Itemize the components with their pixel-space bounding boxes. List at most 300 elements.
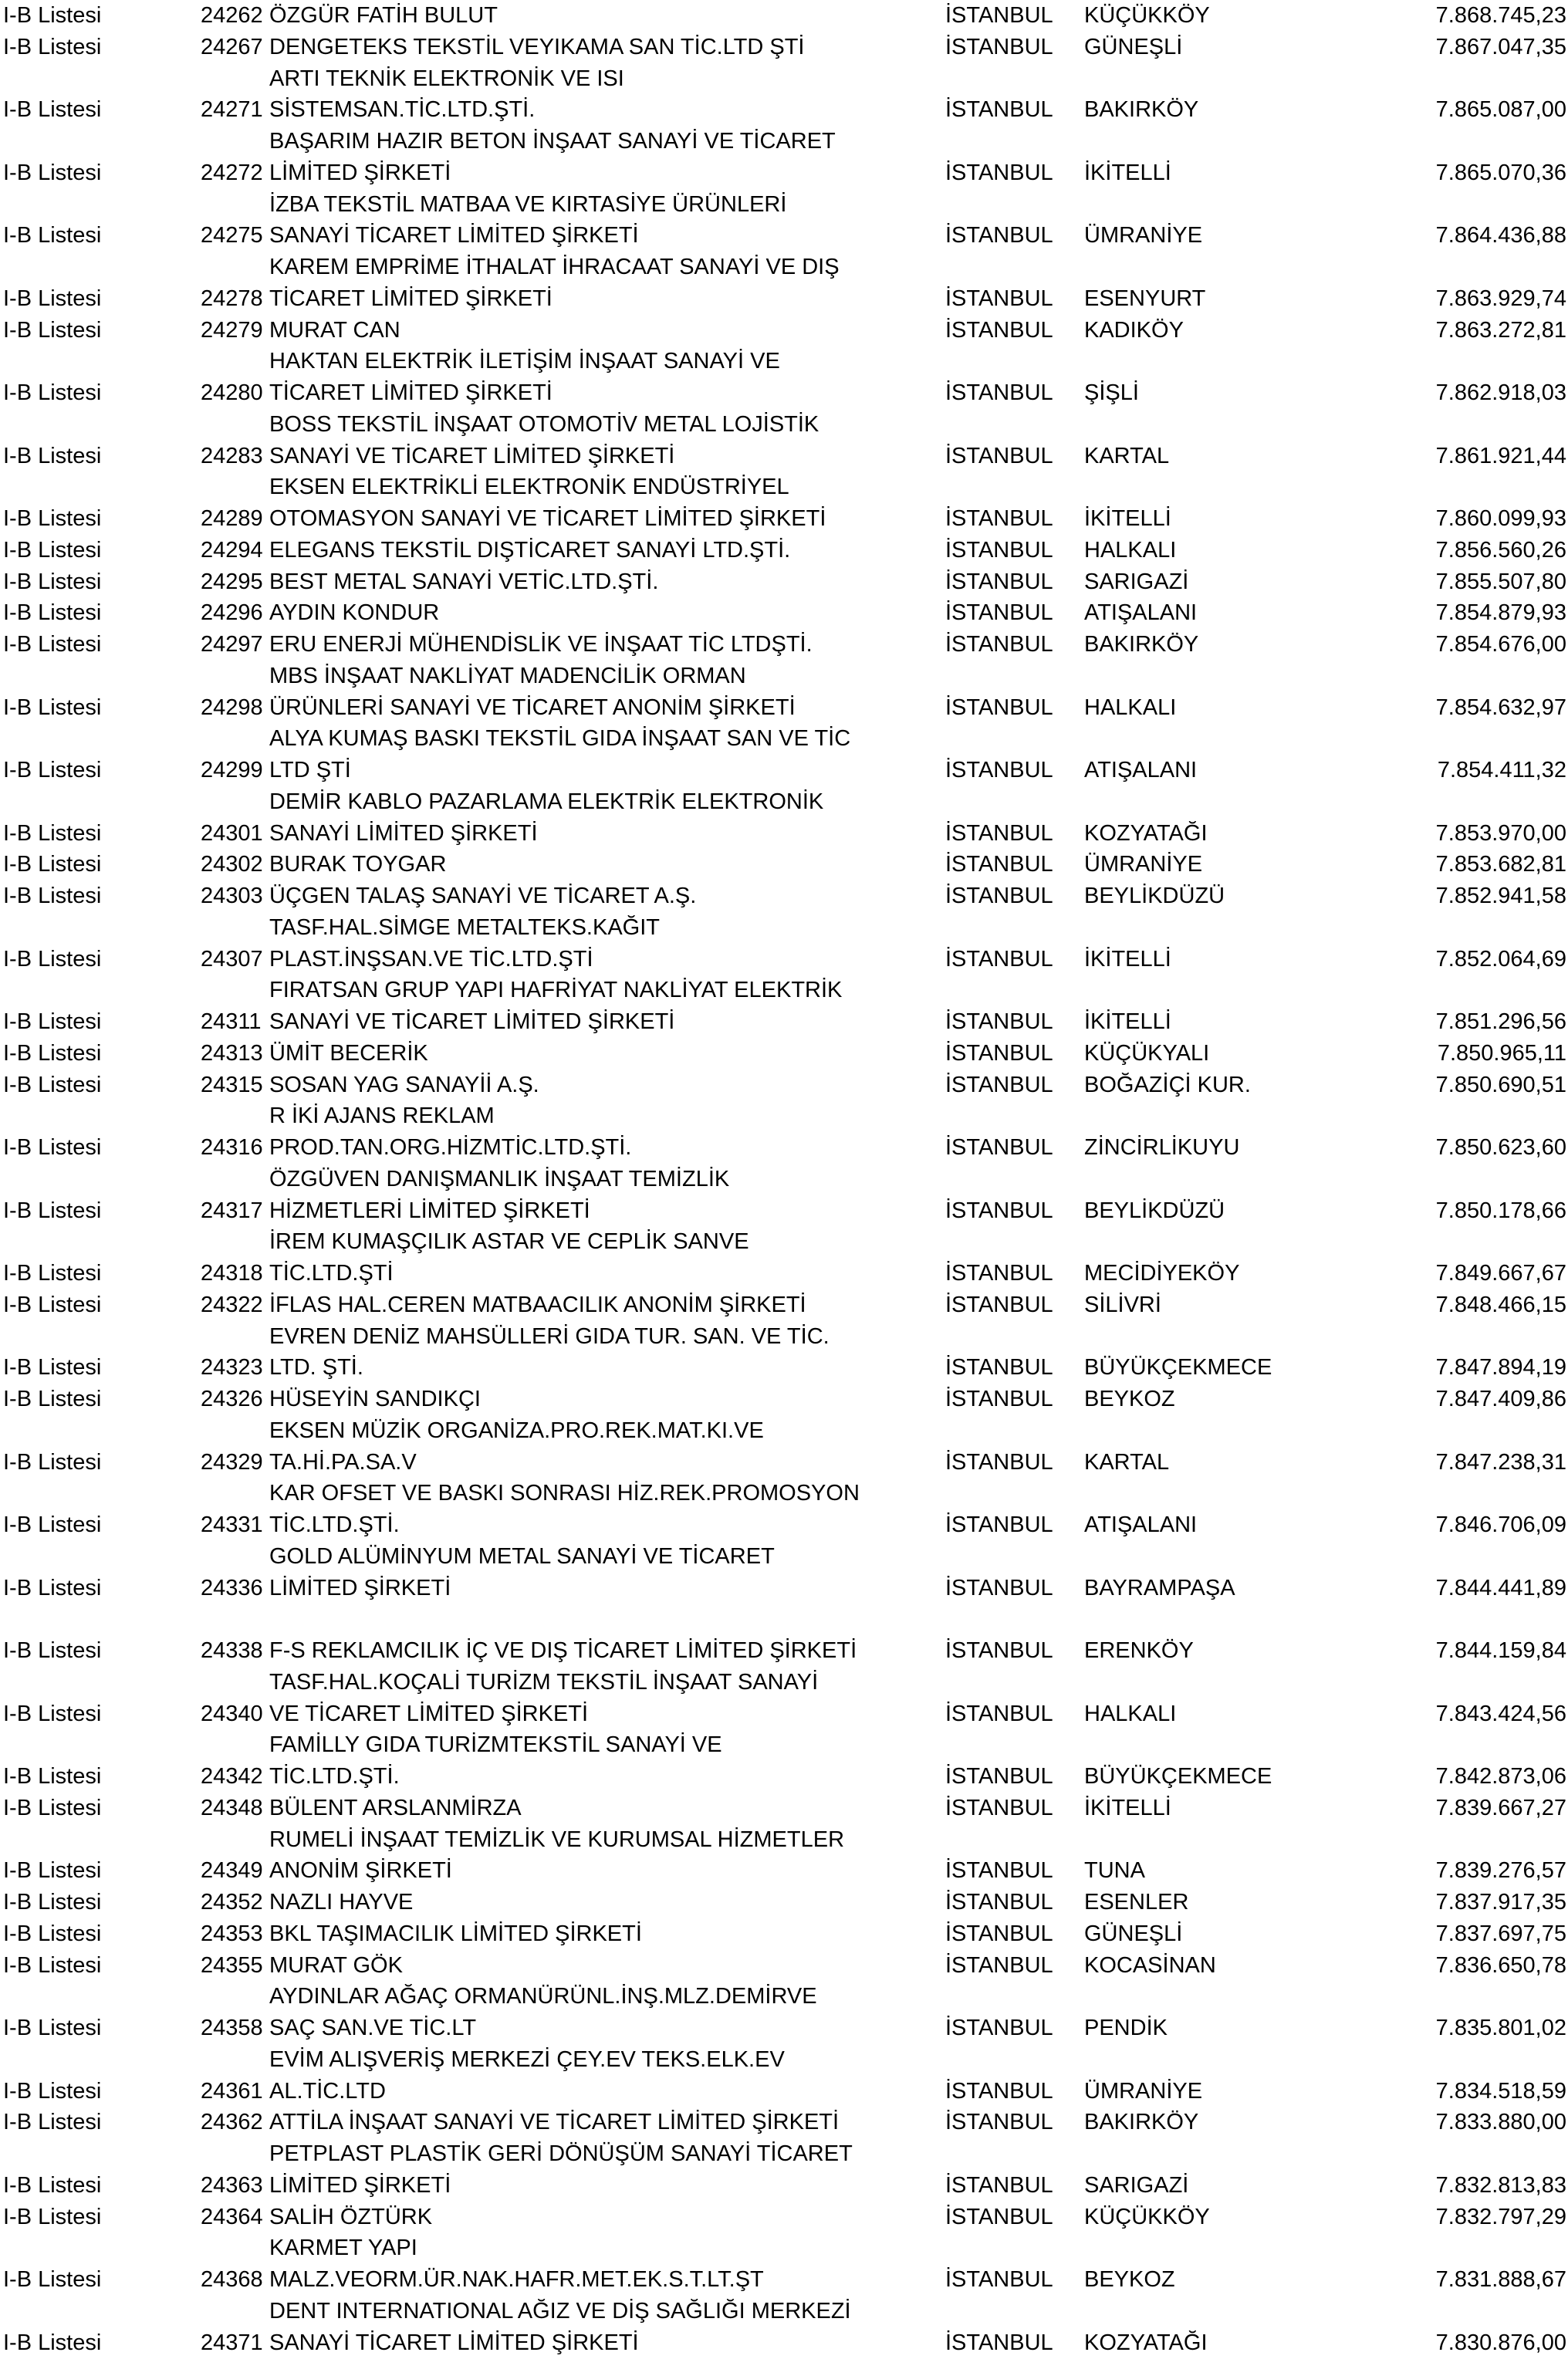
table-row (0, 1698, 1568, 1730)
table-row (0, 503, 1568, 535)
city-cell: İSTANBUL (945, 632, 1053, 657)
city-cell: İSTANBUL (945, 223, 1053, 248)
company-name-line1: FIRATSAN GRUP YAPI HAFRİYAT NAKLİYAT ELEKTRİK (269, 978, 843, 1003)
table-row (0, 1195, 1568, 1227)
rank-number-cell: 24301 (201, 820, 263, 846)
city-cell: İSTANBUL (945, 1795, 1053, 1820)
company-name-cell: TİC.LTD.ŞTİ. (269, 1512, 400, 1537)
district-cell: KARTAL (1084, 1449, 1170, 1475)
company-name-line1: EKSEN MÜZİK ORGANİZA.PRO.REK.MAT.KI.VE (269, 1418, 764, 1443)
city-cell: İSTANBUL (945, 443, 1053, 468)
district-cell: BÜYÜKÇEKMECE (1084, 1355, 1272, 1381)
list-type-cell: I-B Listesi (3, 2267, 102, 2292)
table-row-continuation (0, 2044, 1568, 2076)
company-name-line1: ÖZGÜVEN DANIŞMANLIK İNŞAAT TEMİZLİK (269, 1166, 730, 1191)
table-row-continuation (0, 189, 1568, 221)
rank-number-cell: 24355 (201, 1952, 263, 1978)
table-row (0, 1793, 1568, 1824)
rank-number-cell: 24303 (201, 884, 263, 908)
amount-cell: 7.844.441,89 (1435, 1575, 1566, 1600)
amount-cell: 7.832.797,29 (1435, 2204, 1566, 2229)
company-name-cell: SANAYİ TİCARET LİMİTED ŞİRKETİ (269, 223, 639, 248)
amount-cell: 7.831.888,67 (1435, 2267, 1566, 2292)
table-row-continuation (0, 1415, 1568, 1447)
table-row-continuation (0, 912, 1568, 944)
city-cell: İSTANBUL (945, 1952, 1053, 1978)
amount-cell: 7.847.238,31 (1435, 1449, 1566, 1475)
table-row-continuation (0, 661, 1568, 692)
list-type-cell: I-B Listesi (3, 1292, 102, 1317)
amount-cell: 7.835.801,02 (1435, 2016, 1566, 2040)
rank-number-cell: 24353 (201, 1921, 263, 1946)
amount-cell: 7.868.745,23 (1435, 3, 1566, 28)
list-type-cell: I-B Listesi (3, 2078, 102, 2104)
table-row (0, 692, 1568, 724)
list-type-cell: I-B Listesi (3, 443, 102, 468)
district-cell: ATIŞALANI (1084, 600, 1198, 626)
district-cell: BÜYÜKÇEKMECE (1084, 1764, 1272, 1789)
table-row (0, 597, 1568, 629)
district-cell: SARIGAZİ (1084, 2172, 1189, 2198)
amount-cell: 7.850.965,11 (1437, 1040, 1566, 1066)
rank-number-cell: 24272 (201, 160, 263, 185)
district-cell: KOZYATAĞI (1084, 2330, 1208, 2355)
table-row (0, 566, 1568, 598)
list-type-cell: I-B Listesi (3, 380, 102, 405)
list-type-cell: I-B Listesi (3, 2330, 102, 2355)
rank-number-cell: 24283 (201, 443, 263, 468)
company-name-line1: ALYA KUMAŞ BASKI TEKSTİL GIDA İNŞAAT SAN VE TİC (269, 726, 851, 752)
city-cell: İSTANBUL (945, 3, 1053, 28)
city-cell: İSTANBUL (945, 2078, 1053, 2104)
table-row (0, 157, 1568, 189)
list-type-cell: I-B Listesi (3, 569, 102, 594)
city-cell: İSTANBUL (945, 1575, 1053, 1600)
company-name-cell: ELEGANS TEKSTİL DIŞTİCARET SANAYİ LTD.ŞTİ. (269, 537, 791, 563)
district-cell: BEYKOZ (1084, 2267, 1175, 2292)
table-row (0, 1258, 1568, 1289)
company-name-cell: LTD. ŞTİ. (269, 1355, 363, 1381)
district-cell: KADIKÖY (1084, 317, 1184, 343)
table-row-continuation (0, 1824, 1568, 1856)
district-cell: SİLİVRİ (1084, 1292, 1161, 1317)
rank-number-cell: 24318 (201, 1261, 263, 1286)
amount-cell: 7.848.466,15 (1435, 1292, 1566, 1317)
table-row-continuation (0, 409, 1568, 441)
table-row-continuation (0, 1478, 1568, 1509)
list-type-cell: I-B Listesi (3, 1575, 102, 1600)
district-cell: KÜÇÜKKÖY (1084, 3, 1210, 28)
company-name-line1: TASF.HAL.KOÇALİ TURİZM TEKSTİL İNŞAAT SANAYİ (269, 1669, 819, 1695)
amount-cell: 7.862.918,03 (1435, 380, 1566, 405)
company-name-cell: SANAYİ LİMİTED ŞİRKETİ (269, 820, 538, 846)
amount-cell: 7.844.159,84 (1435, 1638, 1566, 1663)
rank-number-cell: 24297 (201, 632, 263, 657)
city-cell: İSTANBUL (945, 286, 1053, 311)
table-row (0, 2107, 1568, 2138)
table-row (0, 944, 1568, 975)
company-name-line1: EVİM ALIŞVERİŞ MERKEZİ ÇEY.EV TEKS.ELK.EV (269, 2046, 785, 2072)
table-row (0, 1635, 1568, 1667)
table-row (0, 441, 1568, 472)
rank-number-cell: 24294 (201, 537, 263, 563)
list-type-cell: I-B Listesi (3, 506, 102, 531)
list-type-cell: I-B Listesi (3, 1198, 102, 1223)
amount-cell: 7.834.518,59 (1435, 2078, 1566, 2104)
table-row (0, 377, 1568, 409)
city-cell: İSTANBUL (945, 695, 1053, 720)
amount-cell: 7.830.876,00 (1435, 2330, 1566, 2355)
district-cell: KÜÇÜKKÖY (1084, 2204, 1210, 2229)
company-name-cell: MURAT CAN (269, 317, 400, 343)
company-name-cell: TİCARET LİMİTED ŞİRKETİ (269, 380, 553, 405)
district-cell: BAKIRKÖY (1084, 2110, 1199, 2135)
table-row (0, 1447, 1568, 1479)
city-cell: İSTANBUL (945, 2204, 1053, 2229)
rank-number-cell: 24271 (201, 97, 263, 123)
amount-cell: 7.851.296,56 (1435, 1009, 1566, 1034)
amount-cell: 7.843.424,56 (1435, 1701, 1566, 1726)
company-name-line1: GOLD ALÜMİNYUM METAL SANAYİ VE TİCARET (269, 1543, 775, 1569)
amount-cell: 7.854.879,93 (1435, 600, 1566, 626)
list-type-cell: I-B Listesi (3, 2016, 102, 2040)
table-row (0, 1918, 1568, 1950)
table-row (0, 32, 1568, 63)
table-row-continuation (0, 1321, 1568, 1353)
company-name-line1: KAR OFSET VE BASKI SONRASI HİZ.REK.PROMOSYON (269, 1481, 860, 1506)
company-name-line1: PETPLAST PLASTİK GERİ DÖNÜŞÜM SANAYİ TİCARET (269, 2141, 853, 2166)
list-type-cell: I-B Listesi (3, 1449, 102, 1475)
rank-number-cell: 24362 (201, 2110, 263, 2135)
rank-number-cell: 24302 (201, 852, 263, 877)
amount-cell: 7.850.623,60 (1435, 1135, 1566, 1160)
rank-number-cell: 24336 (201, 1575, 263, 1600)
rank-number-cell: 24323 (201, 1355, 263, 1381)
city-cell: İSTANBUL (945, 1072, 1053, 1097)
company-name-line1: EVREN DENİZ MAHSÜLLERİ GIDA TUR. SAN. VE TİC. (269, 1323, 830, 1349)
district-cell: KARTAL (1084, 443, 1170, 468)
amount-cell: 7.863.272,81 (1435, 317, 1566, 343)
rank-number-cell: 24352 (201, 1890, 263, 1915)
table-row (0, 1006, 1568, 1038)
company-name-cell: PROD.TAN.ORG.HİZMTİC.LTD.ŞTİ. (269, 1135, 632, 1160)
amount-cell: 7.855.507,80 (1435, 569, 1566, 594)
list-type-cell: I-B Listesi (3, 1040, 102, 1066)
list-type-cell: I-B Listesi (3, 884, 102, 908)
company-name-cell: SANAYİ VE TİCARET LİMİTED ŞİRKETİ (269, 443, 675, 468)
rank-number-cell: 24371 (201, 2330, 263, 2355)
city-cell: İSTANBUL (945, 2172, 1053, 2198)
city-cell: İSTANBUL (945, 2267, 1053, 2292)
company-name-cell: SOSAN YAG SANAYİİ A.Ş. (269, 1072, 539, 1097)
table-row (0, 2202, 1568, 2233)
rank-number-cell: 24311 (201, 1009, 262, 1034)
amount-cell: 7.854.676,00 (1435, 632, 1566, 657)
company-name-cell: AYDIN KONDUR (269, 600, 440, 626)
company-name-cell: SAÇ SAN.VE TİC.LT (269, 2016, 477, 2040)
city-cell: İSTANBUL (945, 1261, 1053, 1286)
rank-number-cell: 24316 (201, 1135, 263, 1160)
district-cell: GÜNEŞLİ (1084, 34, 1183, 59)
blank-row (0, 1604, 1568, 1635)
rank-number-cell: 24326 (201, 1387, 263, 1411)
table-row (0, 1573, 1568, 1604)
company-name-line1: TASF.HAL.SİMGE METALTEKS.KAĞIT (269, 914, 660, 940)
list-type-cell: I-B Listesi (3, 852, 102, 877)
rank-number-cell: 24364 (201, 2204, 263, 2229)
district-cell: ŞİŞLİ (1084, 380, 1139, 405)
rank-number-cell: 24275 (201, 223, 263, 248)
company-name-cell: İFLAS HAL.CEREN MATBAACILIK ANONİM ŞİRKETİ (269, 1292, 806, 1317)
amount-cell: 7.839.276,57 (1435, 1858, 1566, 1884)
table-row (0, 1509, 1568, 1541)
company-name-cell: LİMİTED ŞİRKETİ (269, 160, 451, 185)
city-cell: İSTANBUL (945, 758, 1053, 782)
city-cell: İSTANBUL (945, 1135, 1053, 1160)
city-cell: İSTANBUL (945, 1890, 1053, 1915)
city-cell: İSTANBUL (945, 1921, 1053, 1946)
list-type-cell: I-B Listesi (3, 1921, 102, 1946)
city-cell: İSTANBUL (945, 2110, 1053, 2135)
table-row-continuation (0, 126, 1568, 157)
table-row (0, 283, 1568, 315)
table-row-continuation (0, 471, 1568, 503)
amount-cell: 7.853.970,00 (1435, 820, 1566, 846)
company-name-line1: R İKİ AJANS REKLAM (269, 1103, 495, 1129)
city-cell: İSTANBUL (945, 1387, 1053, 1411)
city-cell: İSTANBUL (945, 1449, 1053, 1475)
list-type-cell: I-B Listesi (3, 1890, 102, 1915)
company-name-cell: TİCARET LİMİTED ŞİRKETİ (269, 286, 553, 311)
amount-cell: 7.847.894,19 (1435, 1355, 1566, 1381)
rank-number-cell: 24331 (201, 1512, 263, 1537)
city-cell: İSTANBUL (945, 34, 1053, 59)
amount-cell: 7.842.873,06 (1435, 1764, 1566, 1789)
table-row (0, 2076, 1568, 2107)
district-cell: ATIŞALANI (1084, 758, 1198, 782)
rank-number-cell: 24313 (201, 1040, 263, 1066)
company-name-cell: SALİH ÖZTÜRK (269, 2204, 433, 2229)
table-row (0, 880, 1568, 912)
company-name-cell: BEST METAL SANAYİ VETİC.LTD.ŞTİ. (269, 569, 659, 594)
city-cell: İSTANBUL (945, 1858, 1053, 1884)
table-row (0, 220, 1568, 252)
company-name-cell: HİZMETLERİ LİMİTED ŞİRKETİ (269, 1198, 590, 1223)
table-row (0, 94, 1568, 126)
table-row-continuation (0, 1667, 1568, 1698)
amount-cell: 7.865.070,36 (1435, 160, 1566, 185)
district-cell: SARIGAZİ (1084, 569, 1189, 594)
table-row (0, 0, 1568, 32)
list-type-cell: I-B Listesi (3, 820, 102, 846)
city-cell: İSTANBUL (945, 2330, 1053, 2355)
rank-number-cell: 24307 (201, 946, 263, 972)
amount-cell: 7.850.178,66 (1435, 1198, 1566, 1223)
table-row (0, 535, 1568, 566)
list-type-cell: I-B Listesi (3, 286, 102, 311)
amount-cell: 7.833.880,00 (1435, 2110, 1566, 2135)
company-name-cell: BKL TAŞIMACILIK LİMİTED ŞİRKETİ (269, 1921, 642, 1946)
rank-number-cell: 24348 (201, 1795, 263, 1820)
list-type-cell: I-B Listesi (3, 1701, 102, 1726)
list-type-cell: I-B Listesi (3, 160, 102, 185)
company-name-cell: BÜLENT ARSLANMİRZA (269, 1795, 522, 1820)
rank-number-cell: 24289 (201, 506, 263, 531)
table-row-continuation (0, 1164, 1568, 1195)
table-row (0, 755, 1568, 786)
company-name-cell: NAZLI HAYVE (269, 1890, 414, 1915)
company-name-cell: ERU ENERJİ MÜHENDİSLİK VE İNŞAAT TİC LTDŞTİ. (269, 632, 813, 657)
amount-cell: 7.852.941,58 (1435, 884, 1566, 908)
district-cell: MECİDİYEKÖY (1084, 1261, 1240, 1286)
company-name-cell: SANAYİ VE TİCARET LİMİTED ŞİRKETİ (269, 1009, 675, 1034)
district-cell: BEYKOZ (1084, 1387, 1175, 1411)
rank-number-cell: 24349 (201, 1858, 263, 1884)
company-name-cell: LİMİTED ŞİRKETİ (269, 1575, 451, 1600)
rank-number-cell: 24278 (201, 286, 263, 311)
city-cell: İSTANBUL (945, 852, 1053, 877)
table-row-continuation (0, 786, 1568, 818)
district-cell: HALKALI (1084, 537, 1177, 563)
company-name-cell: PLAST.İNŞSAN.VE TİC.LTD.ŞTİ (269, 946, 593, 972)
table-row (0, 1132, 1568, 1164)
amount-cell: 7.865.087,00 (1435, 97, 1566, 123)
amount-cell: 7.837.697,75 (1435, 1921, 1566, 1946)
company-name-cell: HÜSEYİN SANDIKÇI (269, 1387, 481, 1411)
city-cell: İSTANBUL (945, 884, 1053, 908)
district-cell: BEYLİKDÜZÜ (1084, 1198, 1225, 1223)
table-row (0, 1038, 1568, 1070)
district-cell: BEYLİKDÜZÜ (1084, 884, 1225, 908)
amount-cell: 7.860.099,93 (1435, 506, 1566, 531)
table-row-continuation (0, 1541, 1568, 1573)
list-type-cell: I-B Listesi (3, 1764, 102, 1789)
district-cell: İKİTELLİ (1084, 946, 1171, 972)
rank-number-cell: 24361 (201, 2078, 263, 2104)
amount-cell: 7.861.921,44 (1435, 443, 1566, 468)
table-row (0, 818, 1568, 850)
city-cell: İSTANBUL (945, 1764, 1053, 1789)
company-name-line1: RUMELİ İNŞAAT TEMİZLİK VE KURUMSAL HİZMETLER (269, 1827, 845, 1852)
company-name-cell: LTD ŞTİ (269, 758, 351, 782)
amount-cell: 7.854.632,97 (1435, 695, 1566, 720)
company-name-line1: KAREM EMPRİME İTHALAT İHRACAAT SANAYİ VE DIŞ (269, 255, 840, 279)
table-row-continuation (0, 1981, 1568, 2013)
table-row (0, 2013, 1568, 2044)
company-name-cell: SİSTEMSAN.TİC.LTD.ŞTİ. (269, 97, 536, 123)
city-cell: İSTANBUL (945, 537, 1053, 563)
company-name-cell: OTOMASYON SANAYİ VE TİCARET LİMİTED ŞİRKETİ (269, 506, 826, 531)
list-type-cell: I-B Listesi (3, 632, 102, 657)
company-name-line1: FAMİLLY GIDA TURİZMTEKSTİL SANAYİ VE (269, 1732, 722, 1758)
rank-number-cell: 24363 (201, 2172, 263, 2198)
table-row (0, 315, 1568, 346)
company-name-cell: ÜMİT BECERİK (269, 1040, 428, 1066)
company-name-line1: ARTI TEKNİK ELEKTRONİK VE ISI (269, 66, 624, 91)
company-name-cell: TA.Hİ.PA.SA.V (269, 1449, 417, 1475)
city-cell: İSTANBUL (945, 600, 1053, 626)
list-type-cell: I-B Listesi (3, 1261, 102, 1286)
list-type-cell: I-B Listesi (3, 1795, 102, 1820)
company-name-line1: MBS İNŞAAT NAKLİYAT MADENCİLİK ORMAN (269, 663, 746, 688)
city-cell: İSTANBUL (945, 317, 1053, 343)
table-row (0, 1289, 1568, 1321)
amount-cell: 7.836.650,78 (1435, 1952, 1566, 1978)
table-row (0, 1761, 1568, 1793)
table-row-continuation (0, 723, 1568, 755)
district-cell: TUNA (1084, 1858, 1145, 1884)
list-type-cell: I-B Listesi (3, 2204, 102, 2229)
city-cell: İSTANBUL (945, 1512, 1053, 1537)
list-type-cell: I-B Listesi (3, 1355, 102, 1381)
rank-number-cell: 24298 (201, 695, 263, 720)
list-type-cell: I-B Listesi (3, 317, 102, 343)
list-type-cell: I-B Listesi (3, 1135, 102, 1160)
city-cell: İSTANBUL (945, 506, 1053, 531)
city-cell: İSTANBUL (945, 946, 1053, 972)
district-cell: HALKALI (1084, 695, 1177, 720)
amount-cell: 7.852.064,69 (1435, 946, 1566, 972)
district-cell: HALKALI (1084, 1701, 1177, 1726)
rank-number-cell: 24295 (201, 569, 263, 594)
company-name-cell: ÖZGÜR FATİH BULUT (269, 3, 498, 28)
district-cell: ESENYURT (1084, 286, 1206, 311)
district-cell: BOĞAZİÇİ KUR. (1084, 1072, 1251, 1097)
district-cell: İKİTELLİ (1084, 1009, 1171, 1034)
rank-number-cell: 24279 (201, 317, 263, 343)
amount-cell: 7.864.436,88 (1435, 223, 1566, 248)
district-cell: ÜMRANİYE (1084, 223, 1203, 248)
company-name-cell: TİC.LTD.ŞTİ (269, 1261, 394, 1286)
company-name-line1: DEMİR KABLO PAZARLAMA ELEKTRİK ELEKTRONİK (269, 789, 824, 814)
list-type-cell: I-B Listesi (3, 1512, 102, 1537)
list-type-cell: I-B Listesi (3, 34, 102, 59)
rank-number-cell: 24280 (201, 380, 263, 405)
table-row-continuation (0, 252, 1568, 283)
table-row (0, 1855, 1568, 1887)
district-cell: GÜNEŞLİ (1084, 1921, 1183, 1946)
list-type-cell: I-B Listesi (3, 1072, 102, 1097)
list-type-cell: I-B Listesi (3, 2110, 102, 2135)
district-cell: KÜÇÜKYALI (1084, 1040, 1210, 1066)
list-type-cell: I-B Listesi (3, 1387, 102, 1411)
list-type-cell: I-B Listesi (3, 600, 102, 626)
company-name-cell: ÜRÜNLERİ SANAYİ VE TİCARET ANONİM ŞİRKETİ (269, 695, 796, 720)
district-cell: İKİTELLİ (1084, 160, 1171, 185)
table-row-continuation (0, 2232, 1568, 2264)
district-cell: İKİTELLİ (1084, 1795, 1171, 1820)
rank-number-cell: 24322 (201, 1292, 263, 1317)
company-name-line1: BAŞARIM HAZIR BETON İNŞAAT SANAYİ VE TİCARET (269, 129, 836, 154)
table-row-continuation (0, 63, 1568, 95)
district-cell: BAYRAMPAŞA (1084, 1575, 1235, 1600)
district-cell: ESENLER (1084, 1890, 1189, 1915)
city-cell: İSTANBUL (945, 2016, 1053, 2040)
rank-number-cell: 24267 (201, 34, 263, 59)
table-row-continuation (0, 346, 1568, 377)
district-cell: KOCASİNAN (1084, 1952, 1216, 1978)
company-name-line1: DENT INTERNATIONAL AĞIZ VE DİŞ SAĞLIĞI MERKEZİ (269, 2298, 851, 2324)
city-cell: İSTANBUL (945, 820, 1053, 846)
company-name-line1: İREM KUMAŞÇILIK ASTAR VE CEPLİK SANVE (269, 1229, 749, 1255)
city-cell: İSTANBUL (945, 160, 1053, 185)
company-name-cell: MURAT GÖK (269, 1952, 403, 1978)
amount-cell: 7.854.411,32 (1437, 758, 1566, 782)
company-name-line1: KARMET YAPI (269, 2236, 417, 2261)
rank-number-cell: 24315 (201, 1072, 263, 1097)
list-type-cell: I-B Listesi (3, 3, 102, 28)
list-type-cell: I-B Listesi (3, 2172, 102, 2198)
